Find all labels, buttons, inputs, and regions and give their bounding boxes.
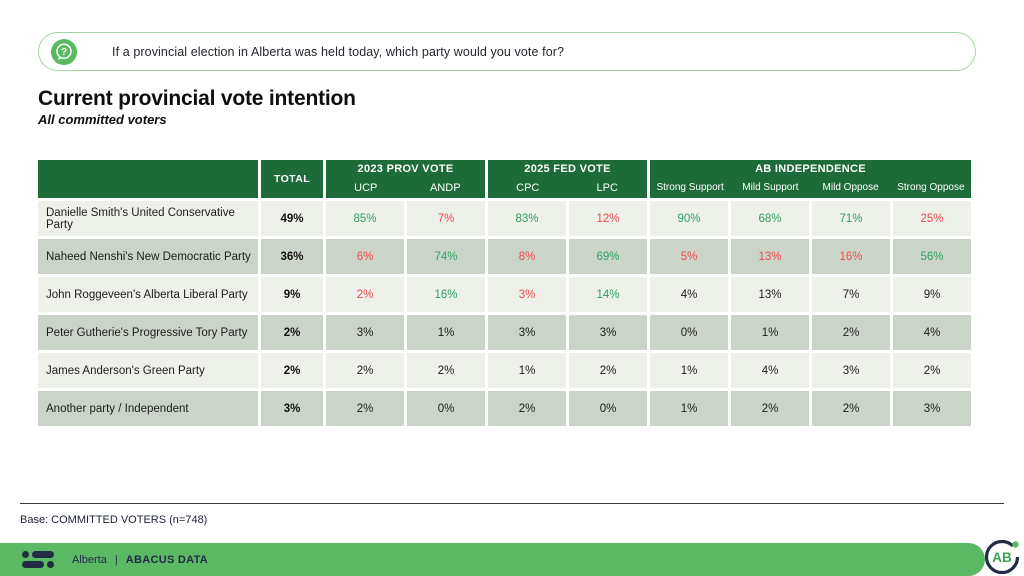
svg-text:?: ? xyxy=(60,46,68,58)
value-cell: 16% xyxy=(407,277,485,312)
value-cell: 3% xyxy=(488,277,566,312)
sub-column-label: UCP xyxy=(354,181,378,194)
group-header-cell xyxy=(650,160,971,198)
value-cell: 56% xyxy=(893,239,971,274)
value-cell: 83% xyxy=(488,201,566,236)
group-header-label: 2025 FED VOTE xyxy=(524,162,611,175)
value-cell: 2% xyxy=(488,391,566,426)
value-cell: 2% xyxy=(812,391,890,426)
value-cell: 74% xyxy=(407,239,485,274)
value-cell: 0% xyxy=(650,315,728,350)
value-cell: 2% xyxy=(326,353,404,388)
value-cell: 1% xyxy=(488,353,566,388)
value-cell: 1% xyxy=(650,391,728,426)
group-header-cell xyxy=(326,160,485,198)
base-note: Base: COMMITTED VOTERS (n=748) xyxy=(20,514,208,526)
value-cell: 7% xyxy=(812,277,890,312)
value-cell: 2% xyxy=(731,391,809,426)
party-label-cell: John Roggeveen's Alberta Liberal Party xyxy=(38,277,258,312)
value-cell: 2% xyxy=(569,353,647,388)
question-text: If a provincial election in Alberta was held today, which party would you vote for? xyxy=(112,44,565,59)
value-cell: 5% xyxy=(650,239,728,274)
group-header-label: AB INDEPENDENCE xyxy=(755,162,866,175)
value-cell: 90% xyxy=(650,201,728,236)
ab-badge-icon xyxy=(981,536,1023,576)
footer-region-label: Alberta xyxy=(72,553,107,566)
value-cell: 1% xyxy=(407,315,485,350)
value-cell: 14% xyxy=(569,277,647,312)
table-body xyxy=(38,201,971,426)
value-cell: 2% xyxy=(326,391,404,426)
value-cell: 4% xyxy=(650,277,728,312)
table-header xyxy=(38,160,971,198)
question-speech-bubble-icon xyxy=(50,38,78,66)
value-cell: 3% xyxy=(812,353,890,388)
footer-separator: | xyxy=(114,553,118,566)
value-cell: 4% xyxy=(893,315,971,350)
value-cell: 1% xyxy=(731,315,809,350)
table-row xyxy=(38,315,971,350)
value-cell: 4% xyxy=(731,353,809,388)
value-cell: 68% xyxy=(731,201,809,236)
sub-column-label: Mild Oppose xyxy=(822,182,879,193)
value-cell: 0% xyxy=(407,391,485,426)
total-value-cell: 36% xyxy=(261,239,323,274)
value-cell: 1% xyxy=(650,353,728,388)
value-cell: 71% xyxy=(812,201,890,236)
divider xyxy=(20,503,1004,504)
sub-column-label: LPC xyxy=(596,181,618,194)
results-table xyxy=(38,160,971,426)
sub-column-label: ANDP xyxy=(429,181,461,194)
party-label-cell: Naheed Nenshi's New Democratic Party xyxy=(38,239,258,274)
sub-column-label: Strong Oppose xyxy=(897,182,965,193)
sub-column-label: Strong Support xyxy=(656,182,724,193)
table-row xyxy=(38,239,971,274)
value-cell: 3% xyxy=(326,315,404,350)
table-row xyxy=(38,277,971,312)
footer-bar xyxy=(0,543,985,576)
total-value-cell: 3% xyxy=(261,391,323,426)
party-label-cell: Danielle Smith's United Conservative Party xyxy=(38,201,258,236)
value-cell: 2% xyxy=(407,353,485,388)
total-value-cell: 49% xyxy=(261,201,323,236)
group-header-label: 2023 PROV VOTE xyxy=(357,162,454,175)
value-cell: 25% xyxy=(893,201,971,236)
value-cell: 3% xyxy=(569,315,647,350)
sub-column-label: CPC xyxy=(516,181,540,194)
svg-text:AB: AB xyxy=(992,550,1012,565)
value-cell: 2% xyxy=(326,277,404,312)
value-cell: 85% xyxy=(326,201,404,236)
value-cell: 2% xyxy=(812,315,890,350)
group-header-cell xyxy=(488,160,647,198)
value-cell: 13% xyxy=(731,239,809,274)
total-value-cell: 9% xyxy=(261,277,323,312)
footer-brand-label: ABACUS DATA xyxy=(125,553,209,566)
value-cell: 3% xyxy=(488,315,566,350)
page-subtitle: All committed voters xyxy=(38,112,167,127)
value-cell: 69% xyxy=(569,239,647,274)
corner-cell xyxy=(38,160,258,198)
footer-text xyxy=(72,554,208,566)
table-row xyxy=(38,201,971,236)
value-cell: 3% xyxy=(893,391,971,426)
total-value-cell: 2% xyxy=(261,353,323,388)
value-cell: 2% xyxy=(893,353,971,388)
value-cell: 6% xyxy=(326,239,404,274)
party-label-cell: Peter Gutherie's Progressive Tory Party xyxy=(38,315,258,350)
question-banner xyxy=(38,32,976,71)
value-cell: 8% xyxy=(488,239,566,274)
total-value-cell: 2% xyxy=(261,315,323,350)
party-label-cell: James Anderson's Green Party xyxy=(38,353,258,388)
value-cell: 12% xyxy=(569,201,647,236)
value-cell: 0% xyxy=(569,391,647,426)
table-row xyxy=(38,391,971,426)
sub-column-label: Mild Support xyxy=(742,182,799,193)
value-cell: 13% xyxy=(731,277,809,312)
value-cell: 9% xyxy=(893,277,971,312)
page-title: Current provincial vote intention xyxy=(38,87,356,110)
abacus-logo-icon xyxy=(22,551,54,568)
total-header-cell: TOTAL xyxy=(261,160,323,198)
table-row xyxy=(38,353,971,388)
value-cell: 16% xyxy=(812,239,890,274)
value-cell: 7% xyxy=(407,201,485,236)
party-label-cell: Another party / Independent xyxy=(38,391,258,426)
